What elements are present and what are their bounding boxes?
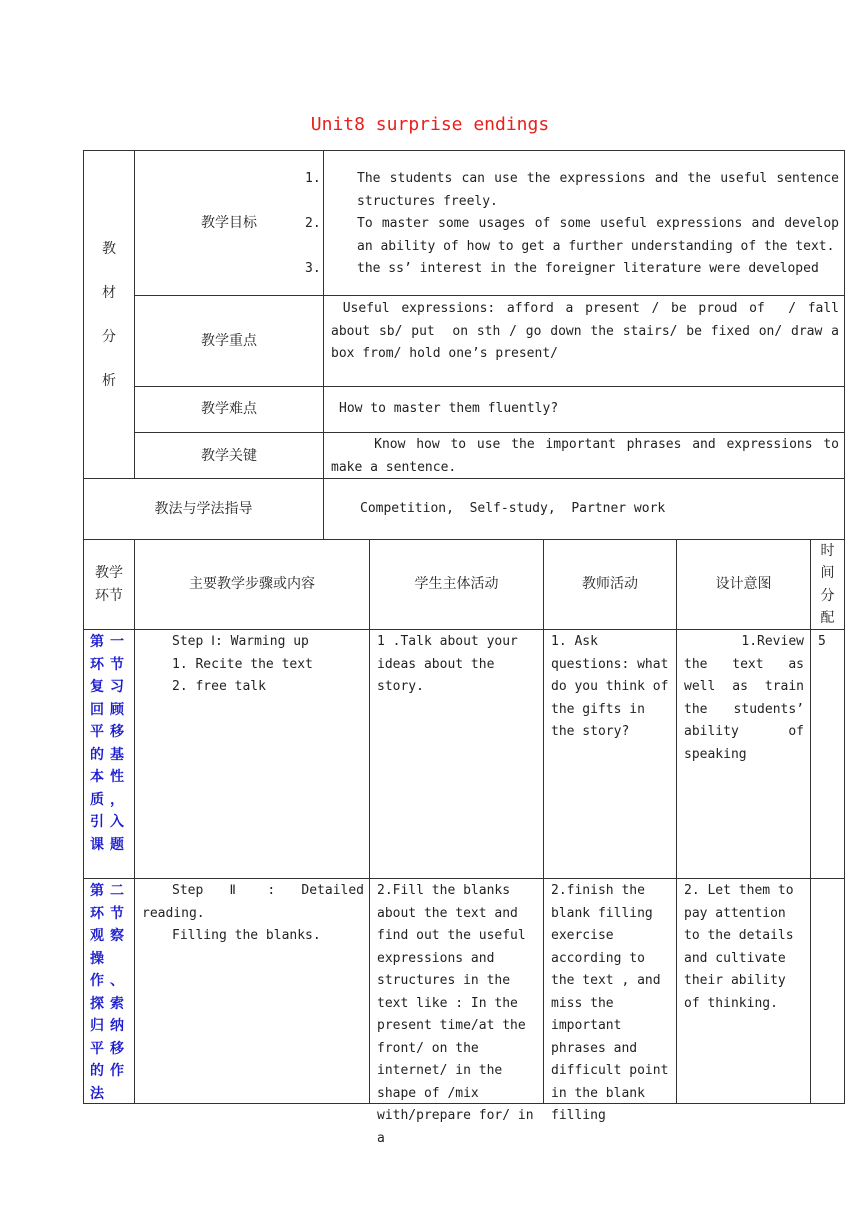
stage-1-time: 5 <box>818 634 826 649</box>
key-points-text: Useful expressions: afford a present / be proud of / fall about sb/ put on sth / go down the stairs/ be fixed on/ draw a box from/ hold one’s present/ <box>331 301 847 361</box>
objectives-list <box>305 168 839 281</box>
stage-1-steps: Step Ⅰ: Warming up 1. Recite the text 2. free talk <box>172 634 313 694</box>
objective-item: 3. the ss’ interest in the foreigner literature were developed <box>305 261 819 276</box>
stage-1-intent: 1.Review the text as well as train the students’ ability of speaking <box>684 634 812 762</box>
stage-2-label: 第二 环节 观察 操 作、 探索 归纳 平移 的作 法 <box>90 883 130 1102</box>
stage-1-teacher: 1. Ask questions: what do you think of the gifts in the story? <box>551 634 669 739</box>
header-time: 时 间 分 配 <box>820 542 835 626</box>
header-steps: 主要教学步骤或内容 <box>189 576 315 593</box>
header-student: 学生主体活动 <box>414 576 499 593</box>
stage-1-label: 第一 环节 复习 回顾 平移 的基 本性 质， 引入 课题 <box>90 634 130 853</box>
stage-2-teacher: 2.finish the blank filling exercise according to the text , and miss the important phrases and difficult point in the blank filling <box>551 883 669 1123</box>
document-title: Unit8 surprise endings <box>310 114 550 135</box>
stage-2-student: 2.Fill the blanks about the text and find out the useful expressions and structures in the text like : In the present time/at the front/ on the internet/ in the shape of /mix with/prepare for/ in a <box>377 883 534 1146</box>
method-text: Competition, Self-study, Partner work <box>360 501 666 516</box>
key-label: 教学关键 <box>201 447 257 464</box>
header-teacher: 教师活动 <box>582 576 638 593</box>
objective-item: 1. The students can use the expressions and the useful sentence structures freely. <box>305 171 839 209</box>
difficult-points-label: 教学难点 <box>201 401 257 418</box>
stage-2-intent: 2. Let them to pay attention to the details and cultivate their ability of thinking. <box>684 883 794 1011</box>
objectives-label: 教学目标 <box>201 214 257 231</box>
method-label: 教法与学法指导 <box>154 500 253 517</box>
key-points-label: 教学重点 <box>201 332 257 349</box>
header-intent: 设计意图 <box>715 576 772 593</box>
stage-2-steps: Step Ⅱ : Detailed reading. Filling the blanks. <box>142 883 372 943</box>
objective-item: 2. To master some usages of some useful expressions and develop an ability of how to get a further understanding of the text. <box>305 216 839 254</box>
header-stage: 教学 环节 <box>95 565 123 604</box>
analysis-side-label: 教 材 分 析 <box>102 240 116 389</box>
key-text: Know how to use the important phrases and expressions to make a sentence. <box>331 437 847 475</box>
stage-1-student: 1 .Talk about your ideas about the story. <box>377 634 518 694</box>
difficult-points-text: How to master them fluently? <box>339 401 559 416</box>
